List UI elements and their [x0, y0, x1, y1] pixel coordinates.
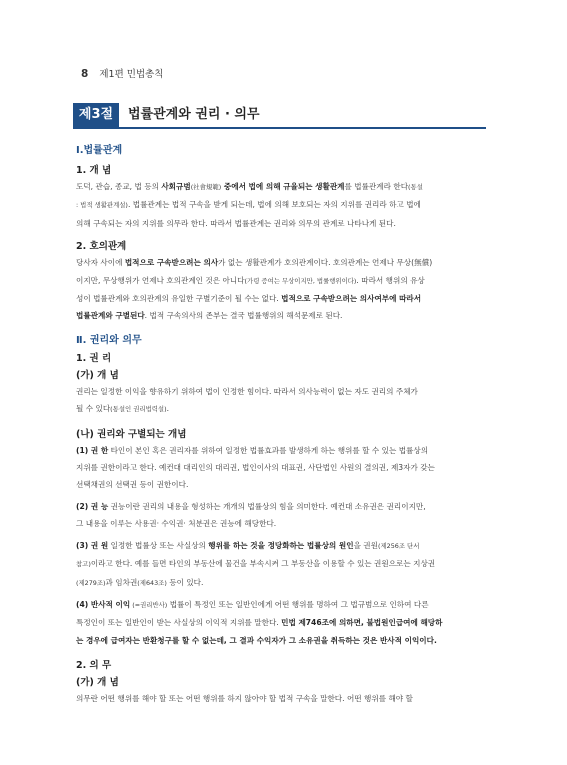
text: 가 없는 생활관계가 호의관계이다. 호의관계는 언제나 무상(無償)	[218, 258, 433, 268]
text: 이지만, 무상행위가 언제나 호의관계인 것은 아니다	[76, 275, 245, 285]
section-title: 법률관계와 권리 · 의무	[128, 107, 260, 122]
bold-text: 법률관계와 구별된다	[76, 311, 145, 321]
heading-rights-duties: Ⅱ. 권리와 의무	[76, 334, 142, 346]
small-text: : 법적 생활관계설)	[76, 201, 128, 210]
text: 이라고 한다. 예를 들면 타인의 부동산에 물건을 부속시켜 그 부동산을 이용할 수 있는 권원으로는 지상권	[90, 559, 436, 569]
paragraph-line: 그 내용을 이루는 사용권· 수익권· 처분권은 권능에 해당한다.	[76, 519, 277, 529]
text: 일정한 법률상 또는 사실상의	[108, 540, 209, 550]
text: 특정인이 또는 일반인이 받는 사실상의 이익적 지위를 말한다.	[76, 618, 282, 628]
text: 성이 법률관계와 호의관계의 유일한 구별기준이 될 수는 없다.	[76, 294, 282, 304]
text: 될 수 있다	[76, 404, 111, 414]
text: 를 법률관계라 한다	[344, 182, 409, 191]
small-text: (=권리반사)	[130, 600, 168, 609]
subheading-rights: 1. 권 리	[76, 352, 112, 364]
paragraph-line	[76, 254, 484, 271]
bold-text: 사회규범	[161, 182, 191, 191]
paragraph-line	[76, 498, 484, 515]
text: . 법적 구속의사의 존부는 결국 법률행위의 해석문제로 된다.	[144, 311, 343, 321]
paragraph-line	[76, 272, 484, 290]
subheading-concept: (가) 개 념	[76, 369, 119, 381]
paragraph-line	[76, 307, 484, 324]
text: 등이 있다.	[166, 577, 204, 587]
text: 도덕, 관습, 종교, 법 등의	[76, 182, 162, 191]
small-text: (社會規範)	[190, 183, 222, 191]
small-text: (통설인 권리법력설)	[110, 405, 167, 414]
bold-text: 민법 제746조에 의하면, 불법원인급여에 해당하	[281, 618, 443, 628]
subheading-duties: 2. 의 무	[76, 660, 112, 672]
paragraph-line: 의해 구속되는 자의 지위를 의무라 한다. 따라서 법률관계는 권리와 의무의 관계로 나타나게 된다.	[76, 218, 396, 228]
paragraph-line	[76, 400, 484, 418]
body-content	[76, 143, 484, 708]
running-header	[81, 66, 163, 80]
subheading-concept: 1. 개 념	[76, 165, 112, 176]
text: . 법률관계는 법적 구속을 받게 되는데, 법에 의해 보호되는 자의 지위를 권리라 하고 법에	[127, 200, 421, 210]
text: 과 임차권	[105, 577, 138, 587]
text: .	[166, 404, 169, 414]
text: 당사자 사이에	[76, 258, 125, 268]
bold-text: (2) 권 능	[76, 501, 109, 511]
small-text: (가령 증여는 무상이지만, 법률행위이다)	[244, 276, 357, 285]
subheading-concept: (가) 개 념	[76, 677, 119, 689]
bold-text: 는 경우에 급여자는 반환청구를 할 수 없는데, 그 결과 수익자가 그 소유권을 취득하는 것은 반사적 이익이다.	[76, 635, 437, 645]
paragraph-line: 의무란 어떤 행위를 해야 할 또는 어떤 행위를 하지 않아야 할 법적 구속을 말한다. 어떤 행위를 해야 할	[76, 694, 413, 704]
page-number: 8	[81, 68, 89, 80]
heading-legal-relations: Ⅰ.법률관계	[76, 145, 123, 156]
bold-text: (4) 반사적 이익	[76, 599, 131, 609]
bold-text: (1) 권 한	[76, 445, 109, 455]
paragraph-line	[76, 178, 484, 196]
paragraph-line: 권리는 일정한 이익을 향유하기 위하여 법이 인정한 힘이다. 따라서 의사능력이 없는 자도 권리의 주체가	[76, 386, 418, 396]
paragraph-line	[76, 574, 484, 592]
small-text: (제643조)	[137, 578, 167, 587]
text: 권능이란 권리의 내용을 형성하는 개개의 법률상의 힘을 의미한다. 예컨대 소유권은 권리이지만,	[108, 501, 426, 511]
paragraph-line	[76, 537, 484, 555]
part-title: 제1편 민법총칙	[99, 69, 164, 80]
paragraph-line: 선택채권의 선택권 등이 권한이다.	[76, 480, 189, 490]
paragraph-line	[76, 196, 484, 214]
text: 법률이 특정인 또는 일반인에게 어떤 행위를 명하여 그 법규범으로 인하여 다른	[167, 599, 429, 609]
paragraph-line	[76, 442, 484, 459]
paragraph-line	[76, 614, 484, 631]
paragraph-line	[76, 290, 484, 307]
bold-text: 법적으로 구속받으려는 의사여부에 따라서	[281, 294, 422, 304]
small-text: (통설	[408, 183, 423, 191]
bold-text: (3) 권 원	[76, 540, 109, 550]
text: . 따라서 행위의 유상	[356, 275, 425, 285]
subheading-distinct-concepts: (나) 권리와 구별되는 개념	[76, 428, 187, 440]
section-title-bar	[73, 103, 486, 129]
subheading-goodwill: 2. 호의관계	[76, 241, 127, 253]
bold-text: 행위를 하는 것을 정당화하는 법률상의 원인	[208, 540, 354, 550]
text: 을 권원	[353, 540, 378, 550]
bold-text: 법적으로 구속받으려는 의사	[124, 258, 219, 268]
paragraph-line	[76, 596, 484, 614]
small-text: 참고)	[76, 560, 91, 569]
paragraph-line	[76, 632, 484, 649]
paragraph-line: 지위를 권한이라고 한다. 예컨대 대리인의 대리권, 법인이사의 대표권, 사단법인 사원의 결의권, 제3자가 갖는	[76, 463, 435, 473]
paragraph-line	[76, 555, 484, 573]
small-text: (제279조)	[76, 578, 106, 587]
text: 타인이 본인 혹은 권리자를 위하여 일정한 법률효과를 발생하게 하는 행위를 할 수 있는 법률상의	[108, 445, 429, 455]
small-text: (제256조 단서	[377, 541, 420, 550]
bold-text: 중에서 법에 의해 규율되는 생활관계	[221, 182, 345, 191]
section-number: 제3절	[73, 103, 119, 127]
